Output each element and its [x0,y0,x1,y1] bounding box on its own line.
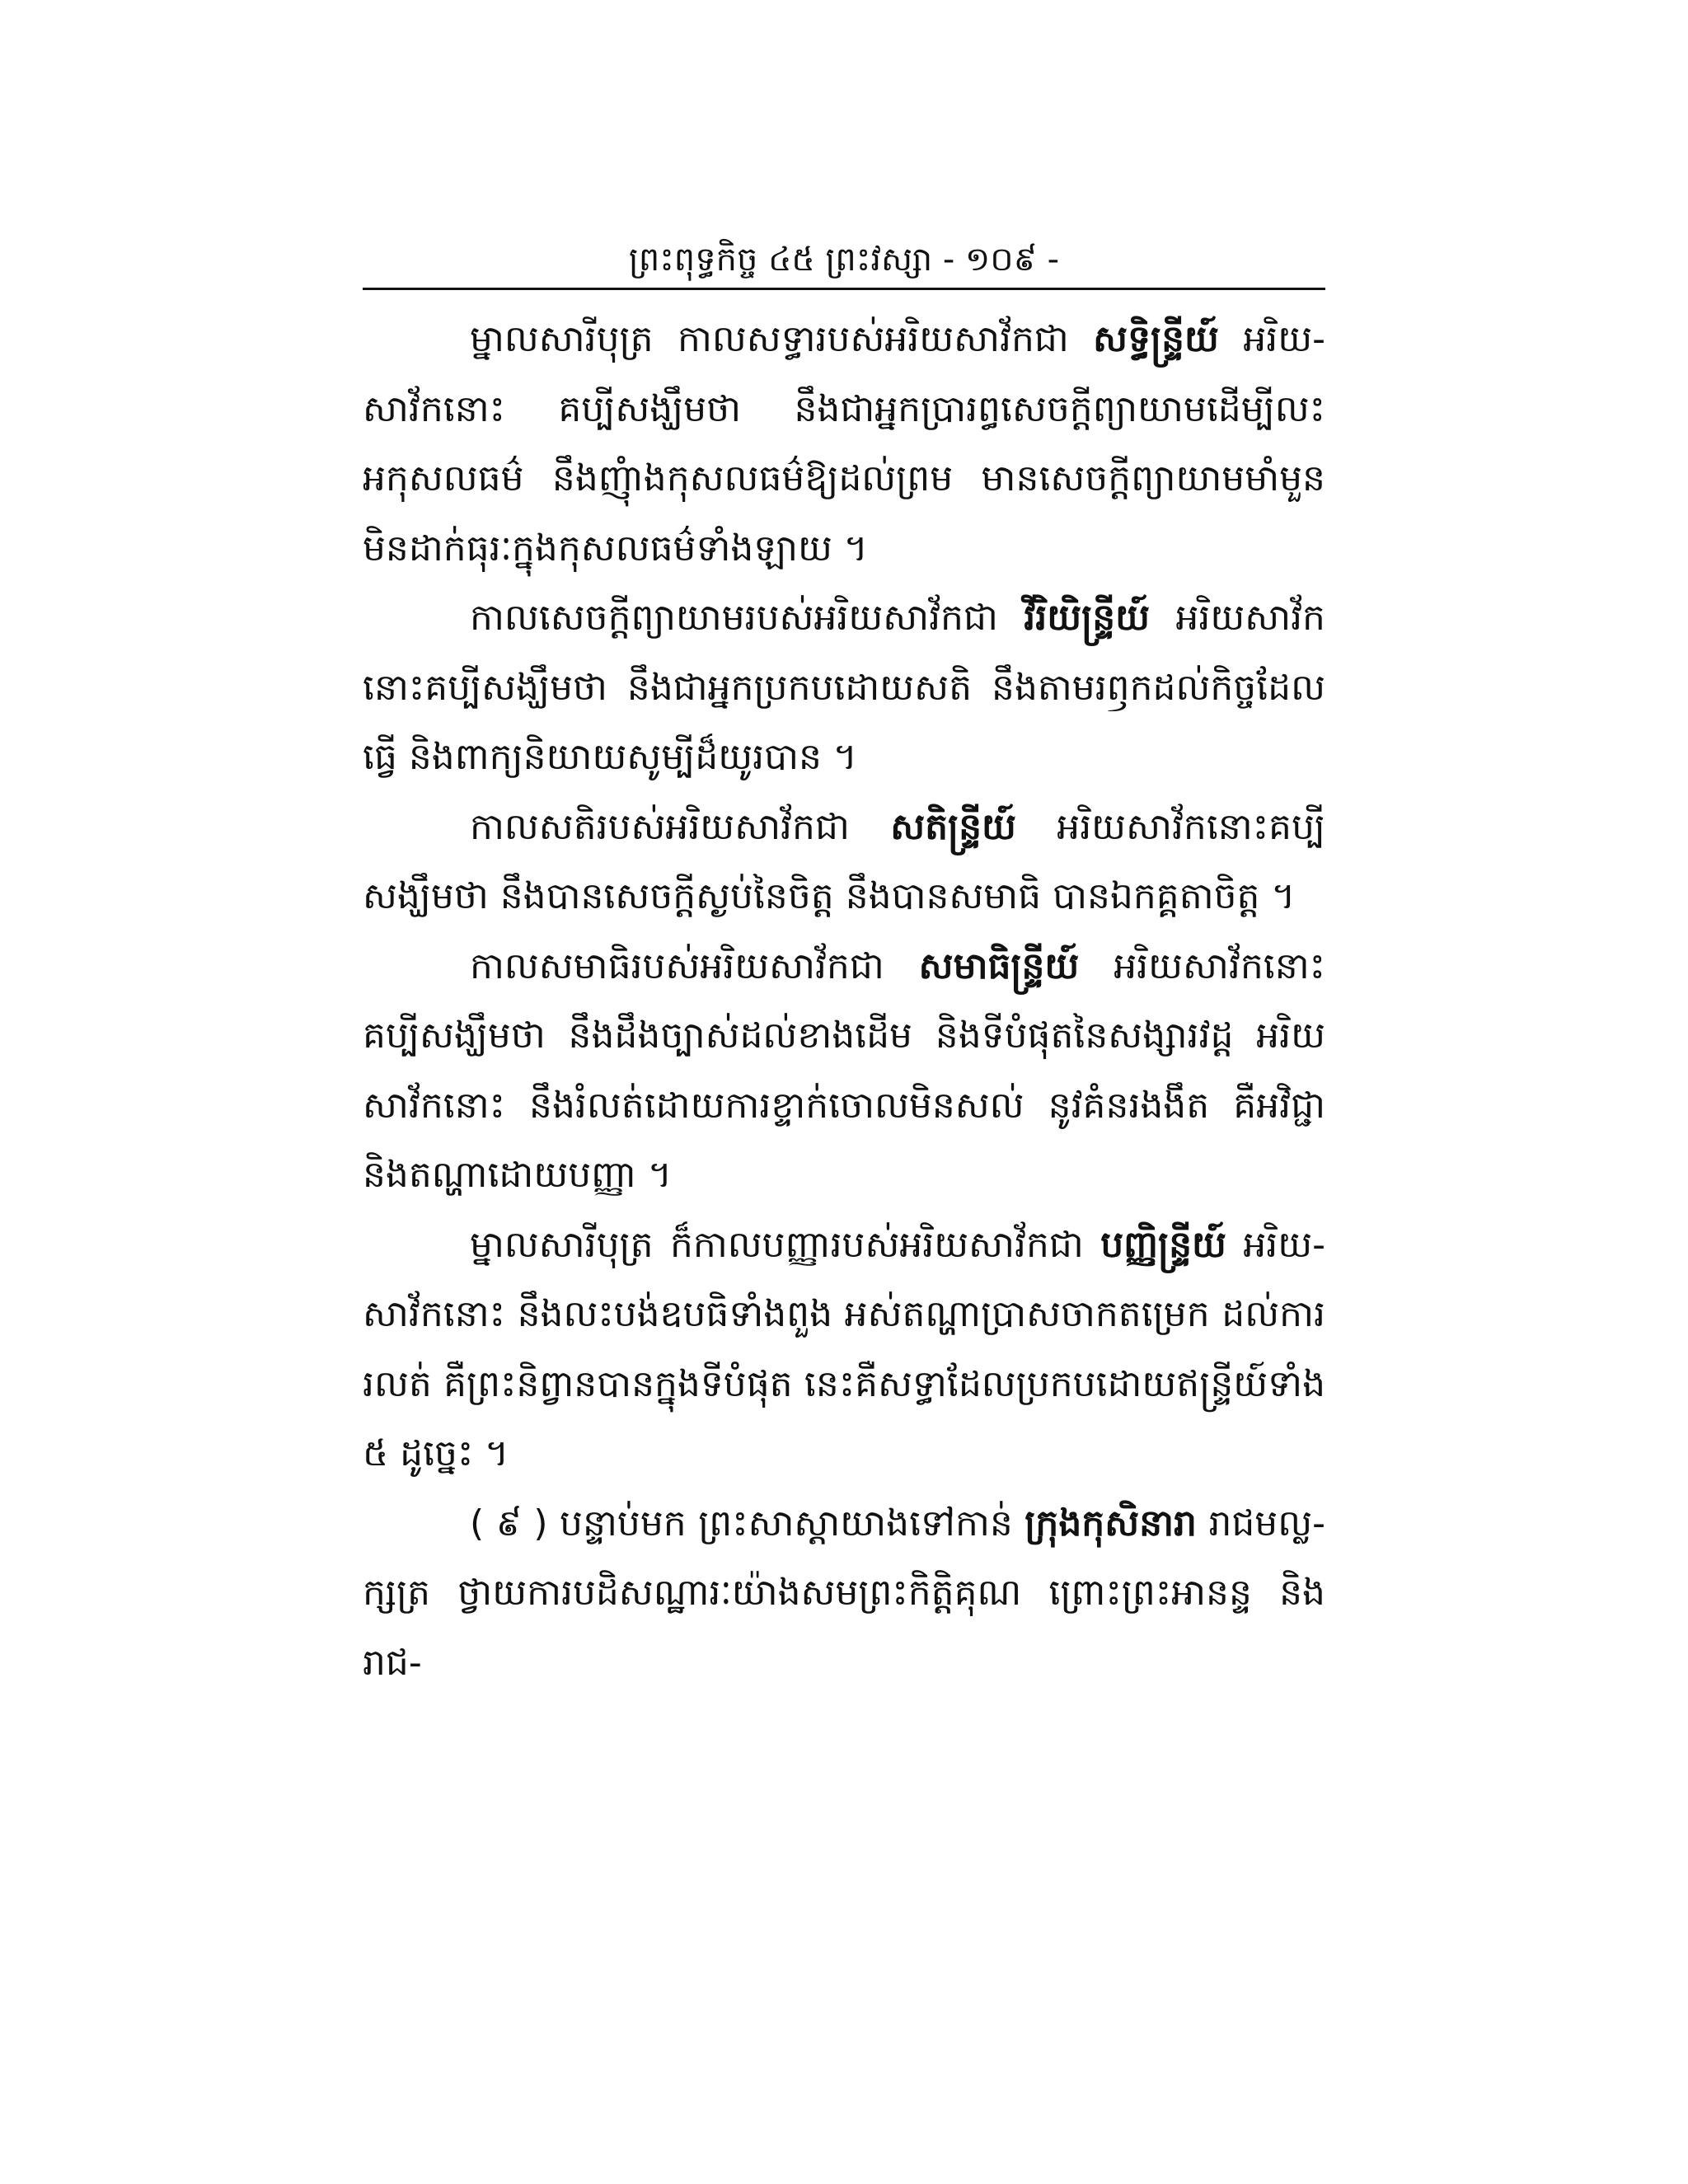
paragraph-samadhindriya [363,932,1325,1211]
paragraph-pannindriya [363,1211,1325,1489]
bold-term: សមាធិន្ទ្រីយ៍ [918,944,1080,987]
paragraph-kusinara [363,1489,1325,1699]
bold-term: បញ្ញិន្ទ្រីយ៍ [1100,1223,1226,1266]
paragraph-text: កាលសមាធិរបស់អរិយសាវ័កជា [470,944,919,987]
running-head: ព្រះពុទ្ធកិច្ច ៤៥ ព្រះវស្សា - ១០៩ - [628,241,1060,279]
paragraph-satindriya [363,793,1325,932]
bold-term: សទ្ធិន្ទ្រីយ៍ [1093,318,1219,360]
paragraph-text: អរិយ-សាវ័កនោះ នឹងលះបង់ឧបធិទាំងពួង អស់តណ្ហាប្រាសចាកតម្រេក ដល់ការរលត់ គឺព្រះនិព្វានបានក្នុងទីបំផុត នេះគឺសទ្ធាដែលប្រកបដោយឥន្ទ្រីយ៍ទាំង ៥ ដូច្នេះ ។ [363,1223,1325,1474]
paragraph-text: កាលសេចក្តីព្យាយាមរបស់អរិយសាវ័កជា [470,597,1025,639]
body-text [363,305,1325,1698]
bold-term: សតិន្ទ្រីយ៍ [890,805,1016,848]
paragraph-text: អរិយសាវ័កនោះគប្បីសង្ឃឹមថា នឹងជាអ្នកប្រកបដោយសតិ នឹងតាមរឭកដល់កិច្ចដែលធ្វើ និងពាក្យនិយាយសូម្បីដ៏យូរបាន ។ [363,597,1325,778]
paragraph-text: កាលសតិរបស់អរិយសាវ័កជា [470,805,891,848]
paragraph-text: អរិយ-សាវ័កនោះ គប្បីសង្ឃឹមថា នឹងជាអ្នកប្រារព្ធសេចក្តីព្យាយាមដើម្បីលះអកុសលធម៌ នឹងញុំាងកុសលធម៌ឱ្យដល់ព្រម មានសេចក្តីព្យាយាមមាំមួន មិនដាក់ធុរៈក្នុងកុសលធម៌ទាំងឡាយ ។ [363,318,1325,569]
paragraph-saddhindriya [363,305,1325,583]
paragraph-text: រាជមល្ល-ក្សត្រ ថ្វាយការបដិសណ្ឋារៈយ៉ាងសមព្រះកិត្តិគុណ ព្រោះព្រះអានន្ទ និងរាជ- [363,1502,1326,1684]
paragraph-text: អរិយសាវ័កនោះគប្បីសង្ឃឹមថា នឹងដឹងច្បាស់ដល់ខាងដើម និងទីបំផុតនៃសង្សារវដ្ដ អរិយសាវ័កនោះ នឹងរំលត់ដោយការខ្ទាក់ចោលមិនសល់ នូវគំនរងងឹត គឺអវិជ្ជា និងតណ្ហាដោយបញ្ញា ។ [363,944,1325,1196]
paragraph-text: ( ៩ ) បន្ទាប់មក ព្រះសាស្ដាយាងទៅកាន់ [470,1502,1025,1544]
header-rule [363,288,1325,290]
bold-term: ក្រុងកុសិនារា [1025,1502,1197,1544]
paragraph-viriyindriya [363,583,1325,793]
paragraph-text: ម្នាលសារីបុត្រ កាលសទ្ធារបស់អរិយសាវ័កជា [470,318,1094,360]
paragraph-text: អរិយសាវ័កនោះគប្បីសង្ឃឹមថា នឹងបានសេចក្តីស្ងប់នៃចិត្ត នឹងបានសមាធិ បានឯកគ្គតាចិត្ត ។ [363,805,1325,917]
paragraph-text: ម្នាលសារីបុត្រ ក៏កាលបញ្ញារបស់អរិយសាវ័កជា [470,1223,1101,1266]
bold-term: វីរិយិន្ទ្រីយ៍ [1024,597,1151,639]
